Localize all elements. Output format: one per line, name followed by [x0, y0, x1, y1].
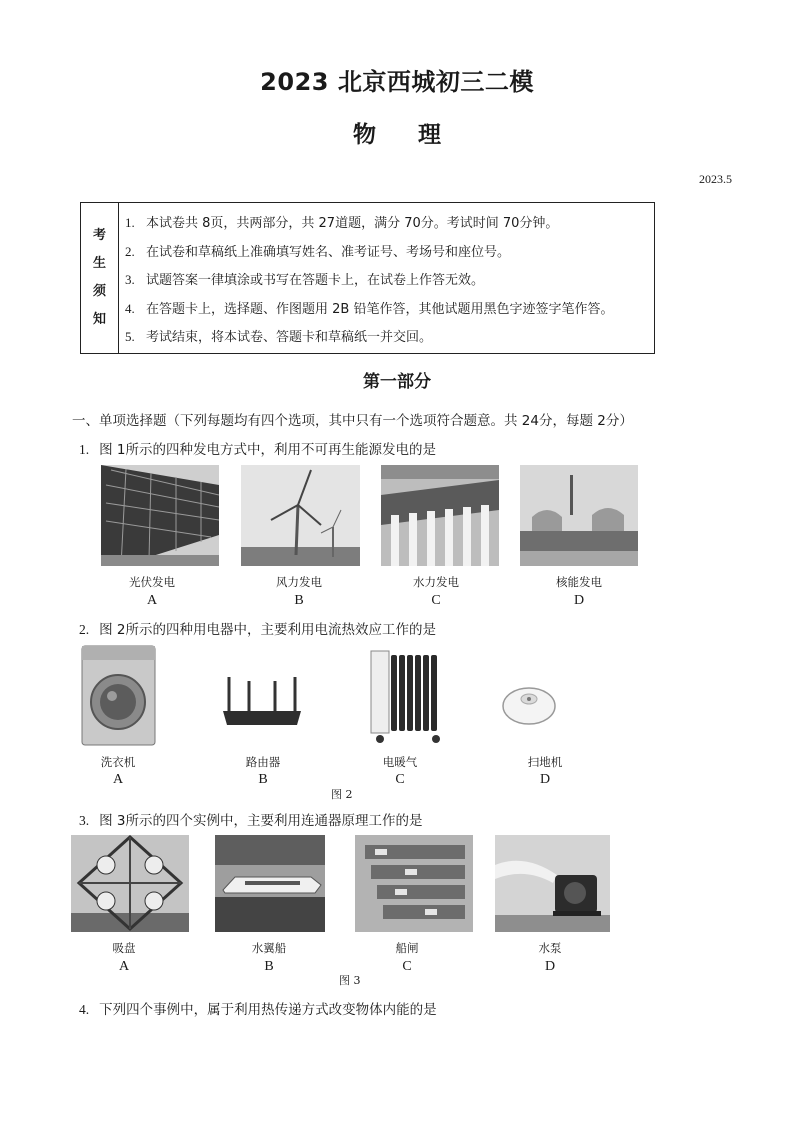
notice-side-char: 考 — [92, 228, 106, 243]
nuclear-plant-icon — [520, 465, 638, 566]
figure-label: 图 2 — [331, 788, 353, 801]
question-text: 下列四个事例中，属于利用热传递方式改变物体内能的是 — [99, 1002, 437, 1018]
option-letter: C — [395, 772, 405, 787]
oil-heater-icon — [370, 649, 443, 744]
wind-turbine-icon — [241, 465, 360, 566]
question-text: 图 2所示的四种用电器中，主要利用电流热效应工作的是 — [99, 622, 437, 638]
hydro-dam-icon — [381, 465, 499, 566]
option-letter: A — [112, 772, 124, 787]
washing-machine-icon — [81, 645, 156, 746]
exam-date: 2023.5 — [699, 172, 732, 186]
option-caption: 水翼船 — [251, 941, 287, 955]
question-1 — [79, 438, 436, 458]
notice-side-char: 须 — [92, 284, 106, 299]
question-3 — [79, 809, 423, 829]
option-caption: 水力发电 — [413, 575, 459, 589]
notice-item-num: 1. — [125, 215, 135, 230]
option-caption: 洗衣机 — [100, 755, 136, 769]
question-number: 3. — [79, 813, 90, 828]
option-letter: A — [118, 959, 130, 974]
question-4 — [79, 998, 437, 1018]
notice-item-text: 在答题卡上，选择题、作图题用 2B 铅笔作答，其他试题用黑色字迹签字笔作答。 — [146, 301, 614, 317]
suction-lifter-icon — [71, 835, 189, 932]
option-caption: 核能发电 — [556, 575, 602, 589]
question-number: 1. — [79, 442, 90, 457]
notice-item-text: 本试卷共 8页，共两部分，共 27道题，满分 70分。考试时间 70分钟。 — [146, 216, 559, 231]
option-caption: 电暖气 — [382, 755, 418, 769]
option-letter: C — [431, 593, 441, 608]
option-caption: 水泵 — [538, 941, 562, 955]
exam-title: 2023 北京西城初三二模 — [260, 68, 534, 96]
notice-item — [125, 295, 613, 324]
notice-item — [125, 323, 613, 352]
option-letter: A — [146, 593, 158, 608]
option-letter: C — [402, 959, 412, 974]
option-caption: 风力发电 — [276, 575, 322, 589]
robot-vacuum-icon — [501, 682, 557, 726]
option-letter: B — [264, 959, 274, 974]
notice-item-num: 4. — [125, 300, 135, 316]
option-caption: 光伏发电 — [129, 575, 175, 589]
option-caption: 路由器 — [245, 755, 281, 769]
option-caption: 扫地机 — [527, 755, 563, 769]
notice-list — [125, 209, 613, 352]
notice-box — [80, 202, 655, 354]
notice-item — [125, 266, 613, 295]
hydrofoil-icon — [215, 835, 325, 932]
option-letter: B — [294, 593, 304, 608]
part-title: 第一部分 — [363, 372, 431, 392]
option-letter: D — [539, 772, 551, 787]
notice-item — [125, 238, 613, 267]
question-text: 图 3所示的四个实例中，主要利用连通器原理工作的是 — [99, 813, 423, 829]
option-caption: 吸盘 — [112, 941, 136, 955]
notice-item-num: 2. — [125, 243, 135, 259]
notice-item-num: 5. — [125, 329, 135, 345]
notice-item-text: 在试卷和草稿纸上准确填写姓名、准考证号、考场号和座位号。 — [146, 244, 511, 260]
section-title: 一、单项选择题（下列每题均有四个选项，其中只有一个选项符合题意。共 24分，每题 2分） — [72, 413, 633, 429]
solar-panel-icon — [101, 465, 219, 566]
question-2 — [79, 618, 436, 638]
router-icon — [221, 675, 303, 726]
option-letter: D — [573, 593, 585, 608]
question-number: 4. — [79, 1002, 90, 1017]
option-letter: B — [258, 772, 268, 787]
water-pump-icon — [495, 835, 610, 932]
question-number: 2. — [79, 622, 90, 637]
option-letter: D — [544, 959, 556, 974]
option-caption: 船闸 — [395, 941, 419, 955]
notice-item-num: 3. — [125, 272, 135, 288]
ship-lock-icon — [355, 835, 473, 932]
notice-item-text: 考试结束，将本试卷、答题卡和草稿纸一并交回。 — [146, 330, 433, 346]
notice-side-char: 知 — [92, 312, 106, 327]
notice-item-text: 试题答案一律填涂或书写在答题卡上，在试卷上作答无效。 — [146, 273, 485, 289]
subject-title: 物 理 — [352, 122, 441, 148]
notice-side-char: 生 — [92, 256, 106, 271]
notice-item — [125, 209, 613, 238]
notice-side-label — [81, 203, 119, 353]
question-text: 图 1所示的四种发电方式中，利用不可再生能源发电的是 — [99, 442, 437, 458]
figure-label: 图 3 — [339, 974, 361, 987]
